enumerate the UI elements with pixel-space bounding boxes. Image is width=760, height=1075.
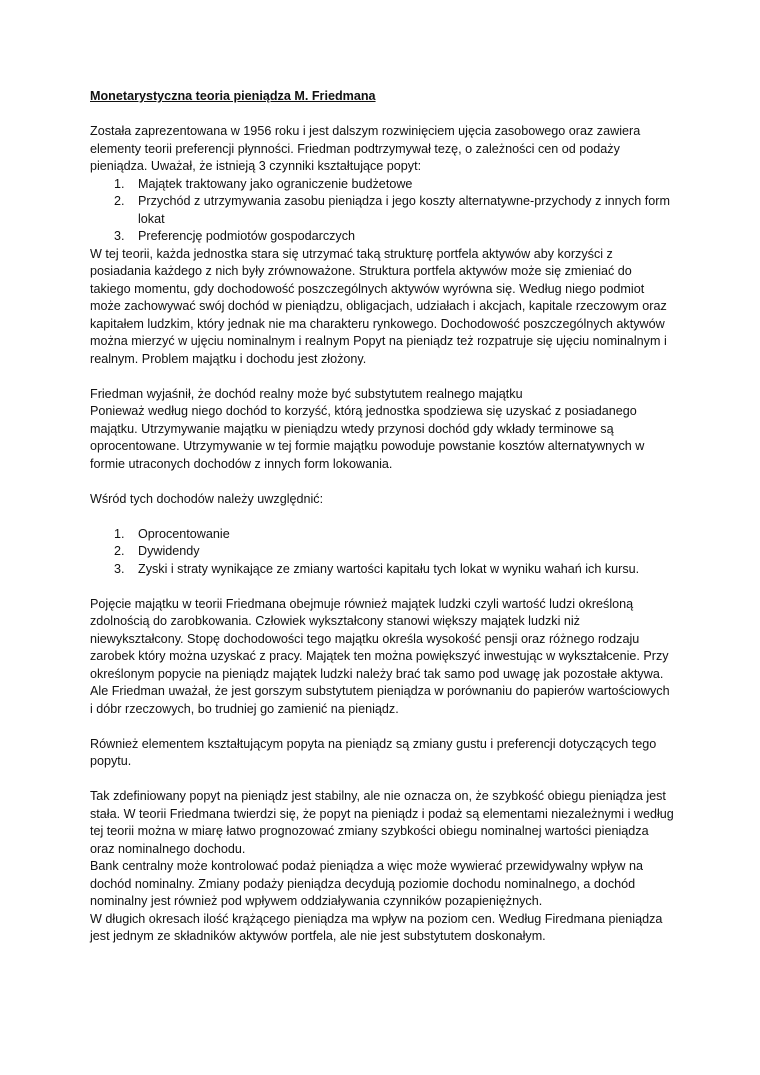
list-item-number: 3. (114, 561, 125, 576)
document-body (90, 88, 675, 946)
central-bank-paragraph: Bank centralny może kontrolować podaż pieniądza a więc może wywierać przewidywalny wpływ na dochód nominalny. Zmiany podaży pieniądza decydują poziomie dochodu nominalnego, a dochód nominalny jest również pod wpływem oddziaływania czynników pozapieniężnych. (90, 859, 643, 908)
list-item-number: 3. (114, 229, 125, 243)
paragraph-spacer (90, 718, 675, 736)
list-item (90, 561, 675, 579)
taste-paragraph: Również elementem kształtującym popyta na pieniądz są zmiany gustu i preferencji dotyczących tego popytu. (90, 736, 657, 768)
list-item (90, 228, 675, 246)
list-item-text: Przychód z utrzymywania zasobu pieniądza i jego koszty alternatywne-przychody z innych form lokat (138, 194, 670, 226)
paragraph-spacer (90, 771, 675, 789)
because-paragraph: Ponieważ według niego dochód to korzyść, którą jednostka spodziewa się uzyskać z posiadanego majątku. Utrzymywanie majątku w pieniądzu wtedy przynosi dochód gdy wkłady terminowe są oprocentowane. Utrzymywanie w tej formie majątku powoduje powstanie kosztów alternatywnych w formie utraconych dochodów z innych form lokowania. (90, 404, 645, 471)
income-types-list (90, 526, 675, 579)
human-capital-paragraph: Pojęcie majątku w teorii Friedmana obejmuje również majątek ludzki czyli wartość ludzi określoną zdolnością do zarobkowania. Człowiek wykształcony stanowi większy majątek ludzki niż niewykształcony. Stopę dochodowości tego majątku określa wysokość pensji oraz różnego rodzaju zarobek który można uzyskać z pracy. Majątek ten można powiększyć inwestując w wykształcenie. Przy określonym popycie na pieniądz majątek ludzki należy brać tak samo pod uwagę jak pozostałe aktywa. Ale Friedman uważał, że jest gorszym substytutem pieniądza w porównaniu do papierów wartościowych i dóbr rzeczowych, bo trudniej go zamienić na pieniądz. (90, 596, 670, 716)
paragraph-spacer (90, 473, 675, 491)
demand-factors-list (90, 176, 675, 246)
list-item (90, 526, 675, 544)
document-title: Monetarystyczna teoria pieniądza M. Friedmana (90, 89, 376, 103)
list-item-number: 1. (114, 176, 125, 191)
list-item-number: 1. (114, 526, 125, 541)
substitute-line: Friedman wyjaśnił, że dochód realny może być substytutem realnego majątku (90, 386, 523, 401)
list-item (90, 176, 675, 194)
list-item-text: Majątek traktowany jako ograniczenie budżetowe (138, 176, 413, 191)
stable-demand-paragraph: Tak zdefiniowany popyt na pieniądz jest stabilny, ale nie oznacza on, że szybkość obiegu pieniądza jest stała. W teorii Friedmana twierdzi się, że popyt na pieniądz i podaż są elementami niezależnymi i według tej teorii można w miarę łatwo prognozować zmiany szybkości obiegu nominalnej wartości pieniądza oraz nominalnego dochodu. (90, 789, 674, 856)
list-item (90, 193, 675, 228)
portfolio-paragraph: W tej teorii, każda jednostka stara się utrzymać taką strukturę portfela aktywów aby korzyści z posiadania każdego z nich były zrównoważone. Struktura portfela aktywów może się zmieniać do takiego momentu, gdy dochodowość poszczególnych aktywów wyrówna się. Według niego podmiot może zachowywać swój dochód w pieniądzu, obligacjach, udziałach i akcjach, kapitale rzeczowym oraz kapitałem ludzkim, który jednak nie ma charakteru rynkowego. Dochodowość poszczególnych aktywów można mierzyć w ujęciu nominalnym i realnym Popyt na pieniądz też rozpatruje się ujęciu nominalnym i realnym. Problem majątku i dochodu jest złożony. (90, 246, 667, 366)
income-intro: Wśród tych dochodów należy uwzględnić: (90, 491, 324, 506)
list-item-text: Dywidendy (138, 544, 200, 558)
paragraph-spacer (90, 368, 675, 386)
list-item-number: 2. (114, 544, 125, 558)
long-term-paragraph: W długich okresach ilość krążącego pieniądza ma wpływ na poziom cen. Według Firedmana pieniądza jest jednym ze składników aktywów portfela, ale nie jest substytutem doskonałym. (90, 911, 663, 943)
list-item-number: 2. (114, 194, 125, 208)
paragraph-spacer (90, 508, 675, 526)
list-item-text: Oprocentowanie (138, 526, 230, 541)
paragraph-spacer (90, 578, 675, 596)
list-item (90, 543, 675, 561)
intro-paragraph: Została zaprezentowana w 1956 roku i jest dalszym rozwinięciem ujęcia zasobowego oraz zawiera elementy teorii preferencji płynności. Friedman podtrzymywał tezę, o zależności cen od podaży pieniądza. Uważał, że istnieją 3 czynniki kształtujące popyt: (90, 124, 641, 173)
list-item-text: Preferencję podmiotów gospodarczych (138, 229, 356, 243)
list-item-text: Zyski i straty wynikające ze zmiany wartości kapitału tych lokat w wyniku wahań ich kursu. (138, 561, 640, 576)
